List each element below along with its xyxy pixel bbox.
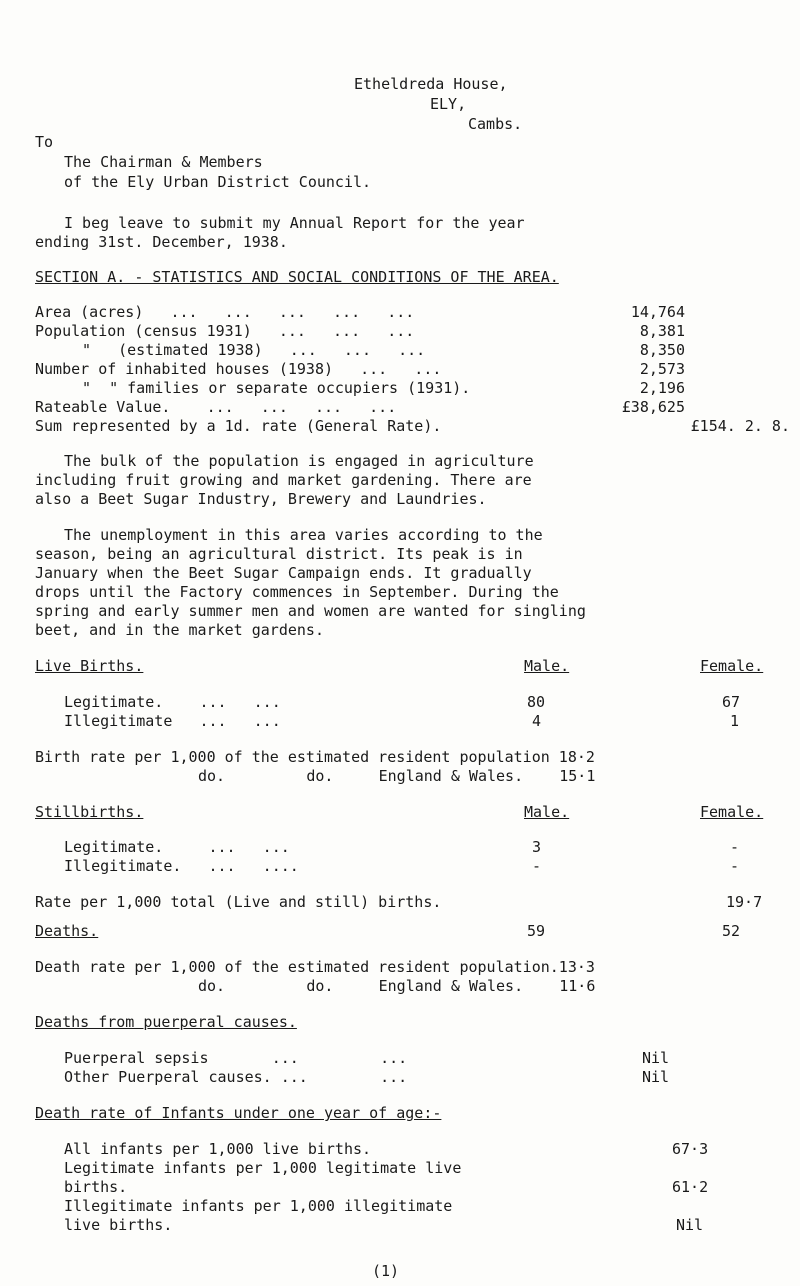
infants-row-value: Nil — [676, 1216, 704, 1234]
para2-line-6: beet, and in the market gardens. — [35, 621, 324, 639]
area-stat-value: 14,764 — [630, 303, 685, 321]
salutation-line-2: of the Ely Urban District Council. — [64, 173, 372, 191]
area-stat-value: 2,196 — [639, 379, 685, 397]
infants-row-label: Illegitimate infants per 1,000 illegitimate — [64, 1197, 453, 1215]
infants-heading: Death rate of Infants under one year of age:- — [35, 1104, 442, 1122]
infants-row-label-cont: live births. — [64, 1216, 173, 1234]
table-row — [0, 1178, 800, 1196]
stillbirths-female-value: - — [730, 857, 740, 875]
table-row — [0, 1197, 800, 1215]
live-births-female-value: 67 — [722, 693, 741, 711]
table-row — [0, 712, 800, 730]
total-rate-label: Rate per 1,000 total (Live and still) births. — [35, 893, 442, 911]
area-stat-label: Sum represented by a 1d. rate (General Rate). — [35, 417, 442, 435]
area-stat-label: " (estimated 1938) ... ... ... — [82, 341, 426, 359]
area-stat-row — [0, 379, 800, 397]
section-heading: SECTION A. - STATISTICS AND SOCIAL CONDITIONS OF THE AREA. — [35, 268, 559, 286]
live-births-heading: Live Births. — [35, 657, 144, 675]
live-births-row-label: Illegitimate ... ... — [64, 712, 281, 730]
address-line-2: ELY, — [430, 95, 467, 113]
deaths-heading: Deaths. — [35, 922, 99, 940]
live-births-male-value: 80 — [527, 693, 546, 711]
total-rate-row — [0, 893, 800, 911]
area-stat-row — [0, 417, 800, 435]
page-number: (1) — [372, 1262, 400, 1280]
live-births-male-value: 4 — [532, 712, 542, 730]
infants-row-label: All infants per 1,000 live births. — [64, 1140, 372, 1158]
area-stat-row — [0, 341, 800, 359]
area-stat-label: " " families or separate occupiers (1931). — [82, 379, 471, 397]
table-row — [0, 1049, 800, 1067]
live-births-female-label: Female. — [700, 657, 764, 675]
stillbirths-male-value: - — [532, 857, 542, 875]
table-row — [0, 838, 800, 856]
live-births-male-label: Male. — [524, 657, 570, 675]
death-rate-line-1: Death rate per 1,000 of the estimated resident population.13·3 — [35, 958, 595, 976]
salutation-line-1: The Chairman & Members — [64, 153, 263, 171]
puerperal-row-label: Puerperal sepsis ... ... — [64, 1049, 408, 1067]
stillbirths-heading: Stillbirths. — [35, 803, 144, 821]
stillbirths-male-label: Male. — [524, 803, 570, 821]
stillbirths-female-value: - — [730, 838, 740, 856]
salutation-to: To — [35, 133, 54, 151]
live-births-header — [0, 657, 800, 675]
area-stat-label: Number of inhabited houses (1938) ... ... — [35, 360, 442, 378]
table-row — [0, 693, 800, 711]
area-stat-label: Rateable Value. ... ... ... ... — [35, 398, 397, 416]
infants-row-label-cont: births. — [64, 1178, 128, 1196]
area-stat-value: £154. 2. 8. — [690, 417, 790, 435]
area-stat-value: £38,625 — [621, 398, 685, 416]
intro-line-1: I beg leave to submit my Annual Report for the year — [64, 214, 525, 232]
stillbirths-male-value: 3 — [532, 838, 542, 856]
para1-line-2: including fruit growing and market gardening. There are — [35, 471, 532, 489]
area-stat-value: 2,573 — [639, 360, 685, 378]
birth-rate-line-1: Birth rate per 1,000 of the estimated resident population 18·2 — [35, 748, 595, 766]
area-stat-row — [0, 398, 800, 416]
intro-line-2: ending 31st. December, 1938. — [35, 233, 288, 251]
para2-line-4: drops until the Factory commences in September. During the — [35, 583, 559, 601]
deaths-female-value: 52 — [722, 922, 741, 940]
puerperal-row-value: Nil — [642, 1049, 670, 1067]
area-stat-row — [0, 303, 800, 321]
table-row — [0, 1140, 800, 1158]
table-row — [0, 857, 800, 875]
para1-line-3: also a Beet Sugar Industry, Brewery and Laundries. — [35, 490, 487, 508]
address-line-3: Cambs. — [468, 115, 523, 133]
table-row — [0, 1068, 800, 1086]
stillbirths-header — [0, 803, 800, 821]
infants-row-value: 67·3 — [672, 1140, 709, 1158]
total-rate-value: 19·7 — [726, 893, 763, 911]
stillbirths-row-label: Legitimate. ... ... — [64, 838, 290, 856]
address-line-1: Etheldreda House, — [354, 75, 508, 93]
puerperal-row-value: Nil — [642, 1068, 670, 1086]
live-births-female-value: 1 — [730, 712, 740, 730]
live-births-row-label: Legitimate. ... ... — [64, 693, 281, 711]
area-stat-label: Population (census 1931) ... ... ... — [35, 322, 415, 340]
area-stat-value: 8,350 — [639, 341, 685, 359]
puerperal-row-label: Other Puerperal causes. ... ... — [64, 1068, 408, 1086]
stillbirths-female-label: Female. — [700, 803, 764, 821]
area-stat-value: 8,381 — [639, 322, 685, 340]
para1-line-1: The bulk of the population is engaged in agriculture — [64, 452, 534, 470]
deaths-row — [0, 922, 800, 940]
deaths-male-value: 59 — [527, 922, 546, 940]
area-stat-row — [0, 322, 800, 340]
infants-row-value: 61·2 — [672, 1178, 709, 1196]
puerperal-heading: Deaths from puerperal causes. — [35, 1013, 297, 1031]
birth-rate-line-2: do. do. England & Wales. 15·1 — [198, 767, 596, 785]
area-stat-row — [0, 360, 800, 378]
para2-line-1: The unemployment in this area varies according to the — [64, 526, 543, 544]
infants-row-label: Legitimate infants per 1,000 legitimate live — [64, 1159, 462, 1177]
para2-line-3: January when the Beet Sugar Campaign ends. It gradually — [35, 564, 532, 582]
death-rate-line-2: do. do. England & Wales. 11·6 — [198, 977, 596, 995]
stillbirths-row-label: Illegitimate. ... .... — [64, 857, 299, 875]
para2-line-5: spring and early summer men and women are wanted for singling — [35, 602, 586, 620]
para2-line-2: season, being an agricultural district. Its peak is in — [35, 545, 523, 563]
area-stat-label: Area (acres) ... ... ... ... ... — [35, 303, 415, 321]
table-row — [0, 1216, 800, 1234]
table-row — [0, 1159, 800, 1177]
